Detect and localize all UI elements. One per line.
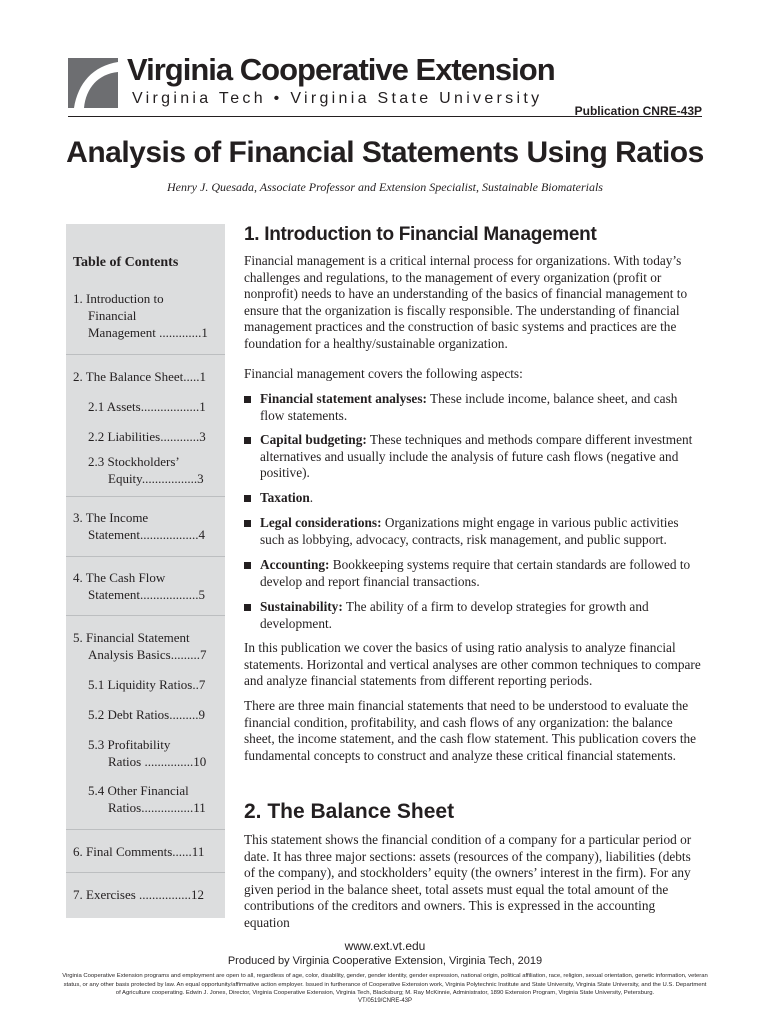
document-title: Analysis of Financial Statements Using Ratios [66,136,704,169]
bullet-text: These techniques and methods compare different investment alternatives and usually include the analysis of future cash flows (negative and positive). [260,432,693,481]
toc-item-liquidity-ratios[interactable] [88,676,205,693]
toc-line: Statement..................4 [88,527,205,542]
toc-line: 7. Exercises ................12 [73,887,205,902]
toc-item-stockholders-equity[interactable] [88,453,204,487]
toc-line: 3. The Income [73,510,149,525]
bullet-text: Bookkeeping systems require that certain standards are followed to develop and report financial transactions. [260,557,691,589]
bullet-square-icon [244,562,251,569]
toc-divider [66,496,225,497]
bullet-square-icon [244,495,251,502]
toc-item-balance-sheet[interactable] [73,368,206,385]
toc-line: 5. Financial Statement [73,630,190,645]
ratio-analysis-paragraph: In this publication we cover the basics of using ratio analysis to analyze financial statements. Horizontal and vertical analyses are other common techniques to compare and analyze financial statements from different reporting periods. [244,640,701,689]
toc-line: 5.3 Profitability [88,737,171,752]
toc-item-profitability-ratios[interactable] [88,736,206,770]
bullet-financial-statement [244,391,704,424]
toc-line: 6. Final Comments......11 [73,844,205,859]
bullet-text: These include income, balance sheet, and cash flow statements. [260,391,678,423]
toc-item-introduction[interactable] [73,290,208,341]
toc-item-cash-flow[interactable] [73,569,205,603]
toc-divider [66,615,225,616]
toc-line: Statement..................5 [88,587,205,602]
toc-line: 2.3 Stockholders’ [88,454,180,469]
bullet-square-icon [244,437,251,444]
bullet-capital-budgeting [244,432,704,482]
bullet-text: . [309,490,314,505]
bullet-legal [244,515,704,548]
bullet-term: Taxation [260,490,310,505]
balance-sheet-paragraph: This statement shows the financial condition of a company for a particular period or date. It has three major sections: assets (resources of the company), liabilities (debts of the company), and stockholders’ equity (the owners’ interest in the firm). For any given period in the balance sheet, total assets must equal the total amount of the contributions of the creditors and owners. This is expressed in the accounting equation [244,832,692,930]
toc-line: 2.2 Liabilities............3 [88,429,206,444]
toc-item-debt-ratios[interactable] [88,706,205,723]
toc-title: Table of Contents [73,255,179,270]
bullet-term: Sustainability: [260,599,343,614]
footer-produced-by: Produced by Virginia Cooperative Extension, Virginia Tech, 2019 [227,955,543,967]
toc-item-exercises[interactable] [73,886,204,903]
toc-line: Ratios................11 [108,800,206,815]
toc-line: 4. The Cash Flow [73,570,166,585]
footer-code: VT/0519/CNRE-43P [357,998,413,1004]
bullet-term: Financial statement analyses: [260,391,427,406]
publication-number: Publication CNRE-43P [574,104,702,118]
aspects-intro: Financial management covers the following aspects: [244,366,523,381]
footer-disclaimer: Virginia Cooperative Extension programs and employment are open to all, regardless of age, color, disability, gender, gender identity, gender expression, national origin, political affiliation, race, religion, sexual orientation, genetic information, veteran status, or any other basis protected by law. An equal opportunity/affirmative action employer. Issued in furtherance of Cooperative Extension work, Virginia Polytechnic Institute and State University, Virginia State University, and the U.S. Department of Agriculture cooperating. Edwin J. Jones, Director, Virginia Cooperative Extension, Virginia Tech, Blacksburg; M. Ray McKinnie, Administrator, 1890 Extension Program, Virginia State University, Petersburg. [62,973,708,997]
toc-line: 5.2 Debt Ratios.........9 [88,707,205,722]
toc-item-income-statement[interactable] [73,509,205,543]
bullet-term: Legal considerations: [260,515,382,530]
toc-line: 5.4 Other Financial [88,783,189,798]
footer-url[interactable]: www.ext.vt.edu [344,939,426,953]
bullet-square-icon [244,604,251,611]
section-heading-balance-sheet: 2. The Balance Sheet [244,800,455,823]
toc-line: Ratios ...............10 [108,754,207,769]
toc-item-liabilities[interactable] [88,428,206,445]
toc-line: 5.1 Liquidity Ratios..7 [88,677,206,692]
toc-line: 2. The Balance Sheet.....1 [73,369,206,384]
toc-line: 1. Introduction to [73,291,164,306]
toc-divider [66,354,225,355]
toc-divider [66,829,225,830]
toc-line: Financial [88,308,137,323]
bullet-text: Organizations might engage in various public activities such as lobbying, advocacy, contracts, risk management, and public support. [260,515,679,547]
toc-item-analysis-basics[interactable] [73,629,206,663]
bullet-square-icon [244,396,251,403]
toc-divider [66,556,225,557]
bullet-taxation [244,490,704,507]
three-statements-paragraph: There are three main financial statements that need to be understood to evaluate the financial condition, profitability, and cash flows of any organization: the balance sheet, the income statement, and the cash flow statement. This publication covers the fundamental concepts to construct and analyze these critical financial statements. [244,698,697,763]
bullet-term: Capital budgeting: [260,432,367,447]
toc-line: Equity.................3 [108,471,204,486]
toc-divider [66,872,225,873]
intro-paragraph: Financial management is a critical internal process for organizations. With today’s challenges and regulations, to the management of every organization (profit or nonprofit) needs to have an understanding of the basics of financial management to ensure that the organization is fiscally responsible. The understanding of financial management practices and the construction of basic systems and practices are the foundation for a healthy/sustainable organization. [244,253,688,351]
bullet-accounting [244,557,704,590]
toc-item-assets[interactable] [88,398,206,415]
bullet-term: Accounting: [260,557,330,572]
brand-subtitle: Virginia Tech • Virginia State University [132,90,543,107]
toc-item-other-ratios[interactable] [88,782,206,816]
brand-title: Virginia Cooperative Extension [127,52,555,87]
bullet-sustainability [244,599,704,632]
toc-line: 2.1 Assets..................1 [88,399,206,414]
toc-item-final-comments[interactable] [73,843,204,860]
toc-line: Management .............1 [88,325,208,340]
bullet-square-icon [244,520,251,527]
author-line: Henry J. Quesada, Associate Professor and Extension Specialist, Sustainable Biomaterials [167,180,603,194]
section-heading-introduction: 1. Introduction to Financial Management [244,224,597,245]
bullet-text: The ability of a firm to develop strategies for growth and development. [260,599,649,631]
vce-logo-icon [68,58,118,108]
toc-line: Analysis Basics.........7 [88,647,207,662]
